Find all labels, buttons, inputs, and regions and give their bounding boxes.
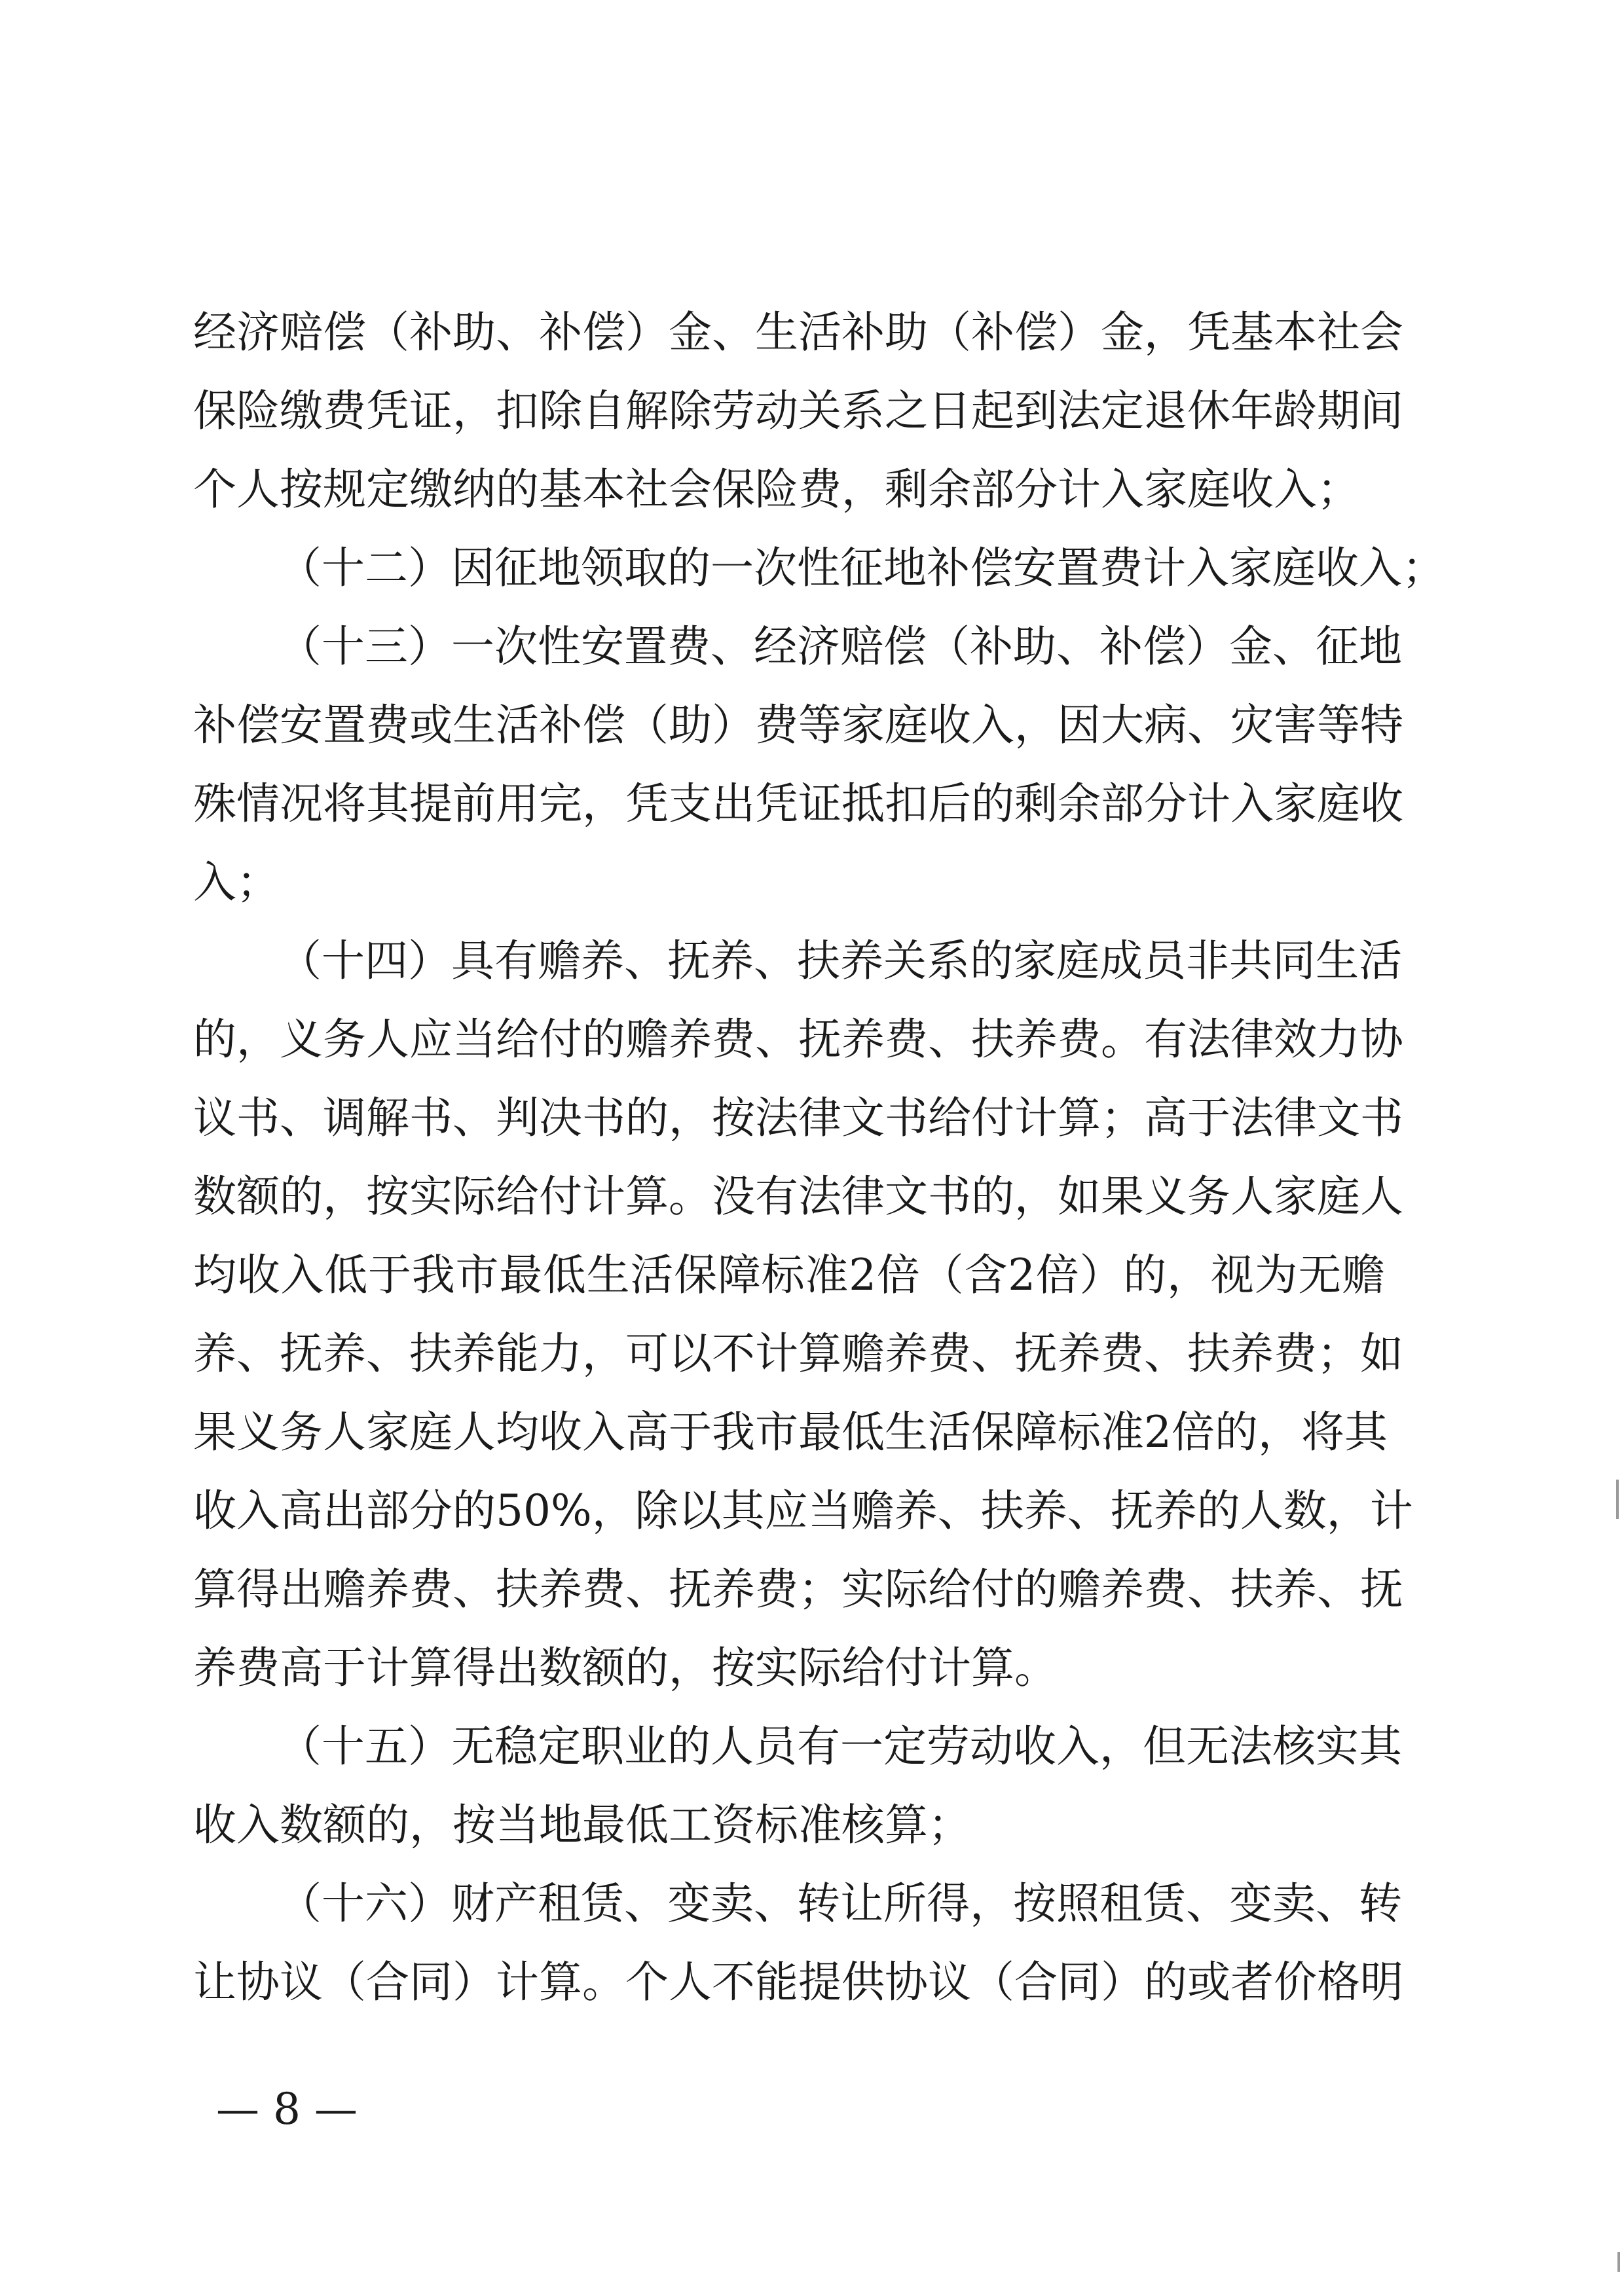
- text-line: 经济赔偿（补助、补偿）金、生活补助（补偿）金，凭基本社会: [193, 307, 1403, 357]
- text-line: 让协议（合同）计算。个人不能提供协议（合同）的或者价格明: [193, 1957, 1403, 2007]
- text-line: 收入高出部分的50%，除以其应当赡养、扶养、抚养的人数，计: [193, 1485, 1413, 1536]
- text-line: 个人按规定缴纳的基本社会保险费，剩余部分计入家庭收入；: [193, 464, 1360, 515]
- page-number: — 8 —: [216, 2084, 358, 2134]
- text-line: 算得出赡养费、扶养费、抚养费；实际给付的赡养费、扶养、抚: [193, 1564, 1403, 1614]
- text-line: （十五）无稳定职业的人员有一定劳动收入，但无法核实其: [278, 1721, 1402, 1772]
- text-line: 养费高于计算得出数额的，按实际给付计算。: [193, 1643, 1058, 1693]
- text-line: 收入数额的，按当地最低工资标准核算；: [193, 1800, 971, 1850]
- text-line: （十六）财产租赁、变卖、转让所得，按照租赁、变卖、转: [278, 1878, 1402, 1929]
- scan-artifact: [1616, 1480, 1619, 1519]
- text-line: （十三）一次性安置费、经济赔偿（补助、补偿）金、征地: [278, 621, 1402, 672]
- text-line: 养、抚养、扶养能力，可以不计算赡养费、抚养费、扶养费；如: [193, 1328, 1403, 1379]
- scan-artifact: [1617, 2252, 1620, 2272]
- text-line: 保险缴费凭证，扣除自解除劳动关系之日起到法定退休年龄期间: [193, 386, 1403, 436]
- text-line: 殊情况将其提前用完，凭支出凭证抵扣后的剩余部分计入家庭收: [193, 778, 1403, 829]
- text-line: （十四）具有赡养、抚养、扶养关系的家庭成员非共同生活: [278, 936, 1402, 986]
- text-line: 补偿安置费或生活补偿（助）费等家庭收入，因大病、灾害等特: [193, 700, 1403, 750]
- text-line: 的，义务人应当给付的赡养费、抚养费、扶养费。有法律效力协: [193, 1014, 1403, 1065]
- text-line: 均收入低于我市最低生活保障标准2倍（含2倍）的，视为无赡: [193, 1250, 1385, 1300]
- text-line: 议书、调解书、判决书的，按法律文书给付计算；高于法律文书: [193, 1093, 1403, 1143]
- text-line: 入；: [193, 857, 280, 907]
- text-line: （十二）因征地领取的一次性征地补偿安置费计入家庭收入；: [278, 543, 1445, 593]
- text-line: 数额的，按实际给付计算。没有法律文书的，如果义务人家庭人: [193, 1171, 1403, 1222]
- text-line: 果义务人家庭人均收入高于我市最低生活保障标准2倍的，将其: [193, 1407, 1388, 1457]
